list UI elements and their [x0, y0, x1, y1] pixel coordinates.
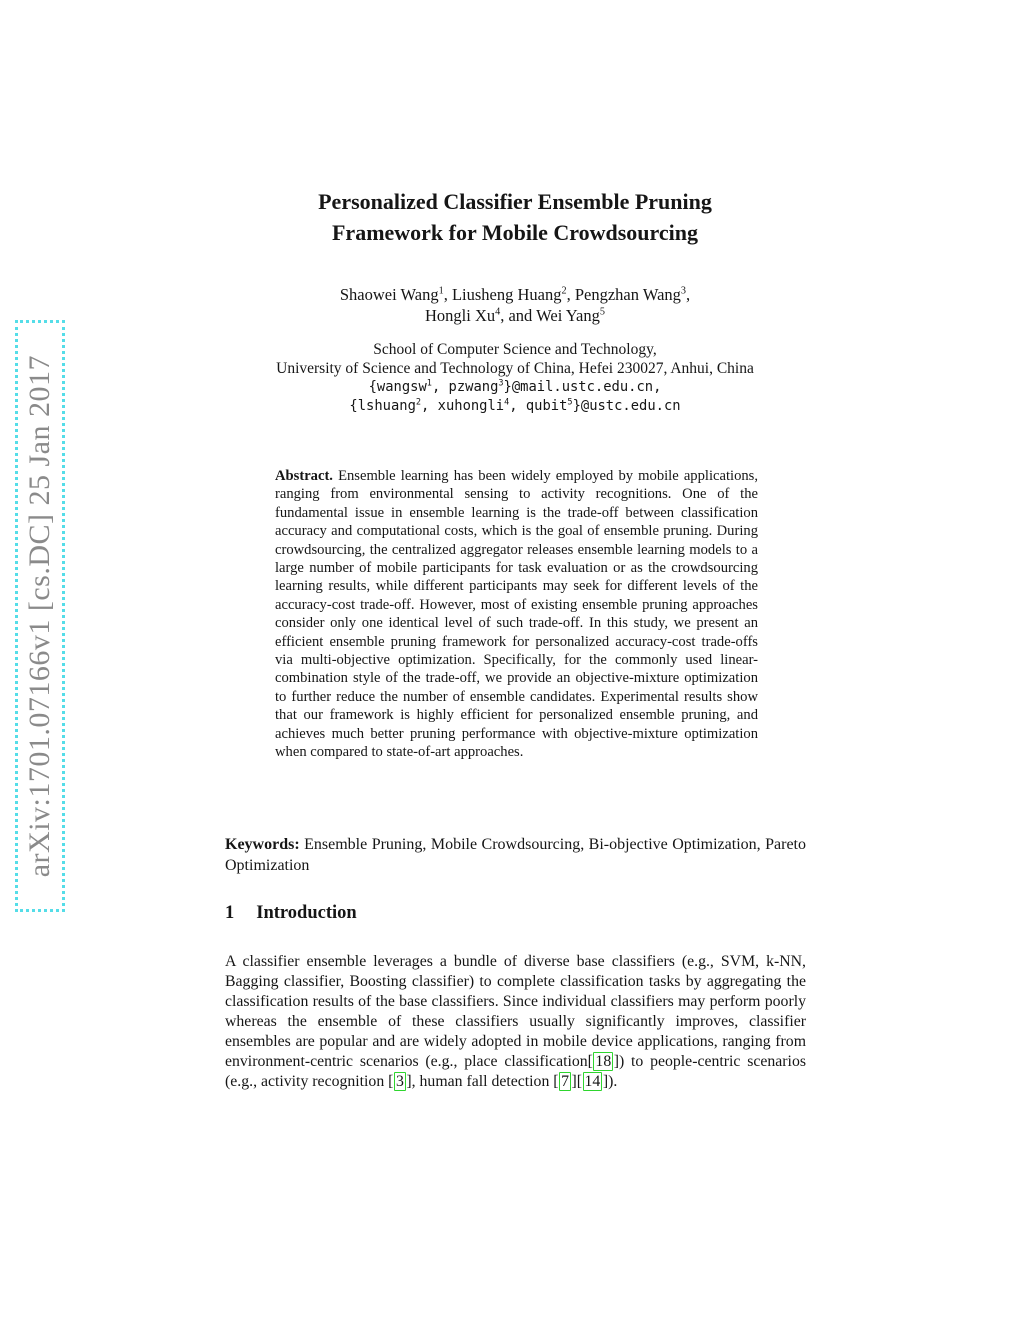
email-line-1 [112, 378, 918, 397]
superscript: 1 [426, 378, 432, 389]
citation-link[interactable]: 7 [561, 1073, 569, 1090]
text-segment: ]). [602, 1073, 618, 1090]
text-segment: , Liusheng Huang [443, 285, 562, 304]
arxiv-watermark-box [15, 320, 65, 912]
superscript: 5 [567, 397, 573, 408]
text-segment: Abstract. [275, 468, 333, 484]
text-segment: ], human fall detection [ [406, 1073, 559, 1090]
section-number: 1 [225, 903, 235, 923]
text-segment: }@mail.ustc.edu.cn, [503, 379, 662, 395]
text-segment: , [686, 285, 691, 304]
paper-title-line2: Framework for Mobile Crowdsourcing [331, 220, 699, 245]
introduction-paragraph [225, 952, 806, 1092]
abstract-paragraph [275, 467, 758, 762]
superscript: 2 [561, 285, 567, 297]
superscript: 2 [415, 397, 422, 408]
text-segment: , pzwang [431, 379, 499, 395]
author-line-1 [222, 284, 808, 305]
text-segment: Ensemble Pruning, Mobile Crowdsourcing, Bi-objective Optimization, Pareto Optimization [225, 836, 806, 874]
text-segment: Ensemble learning has been widely employed by mobile applications, ranging from environmental sensing to activity recognitions. One of the fundamental issue in ensemble learning is the trade-off between classification accuracy and computational costs, which is the goal of ensemble pruning. During crowdsourcing, the centralized aggregator releases ensemble learning models to a large number of mobile participants for task evaluation or as the crowdsourcing learning results, while different participants may seek for different levels of the accuracy-cost trade-off. However, most of existing ensemble pruning approaches consider only one identical level of such trade-off. In this study, we present an efficient ensemble pruning framework for personalized accuracy-cost trade-offs via multi-objective optimization. Specifically, for the commonly used linear-combination style of the trade-off, we provide an objective-mixture optimization to further reduce the number of ensemble candidates. Experimental results show that our framework is highly efficient for personalized ensemble pruning, and achieves much better pruning performance with objective-mixture optimization when compared to state-of-art approaches. [275, 468, 758, 761]
text-segment: , Pengzhan Wang [566, 285, 681, 304]
citation-link[interactable]: 18 [595, 1053, 612, 1070]
author-list [222, 284, 808, 326]
superscript: 4 [495, 306, 501, 318]
text-segment: ]) to people-centric scenarios (e.g., activity recognition [ [225, 1053, 806, 1090]
paper-title-line1: Personalized Classifier Ensemble Pruning [318, 189, 712, 214]
text-segment: }@ustc.edu.cn [572, 398, 681, 414]
text-segment: {lshuang [349, 398, 416, 414]
section-heading-introduction [225, 903, 806, 924]
email-line-2 [112, 397, 918, 416]
superscript: 5 [599, 306, 605, 318]
citation-link[interactable]: 14 [584, 1073, 601, 1090]
text-segment: Shaowei Wang [339, 285, 439, 304]
text-segment: , and Wei Yang [500, 306, 600, 325]
citation-link[interactable]: 3 [395, 1073, 404, 1090]
text-segment: , xuhongli [421, 398, 505, 414]
text-segment: ][ [571, 1073, 583, 1090]
section-title: Introduction [256, 903, 357, 923]
text-segment: {wangsw [368, 379, 427, 395]
arxiv-id-text: arXiv:1701.07166v1 [cs.DC] 25 Jan 2017 [23, 354, 56, 878]
author-line-2 [222, 305, 808, 326]
superscript: 1 [438, 285, 444, 297]
text-segment: , qubit [509, 398, 568, 414]
paper-title [222, 186, 808, 248]
keywords-paragraph [225, 834, 806, 876]
affiliation-university: University of Science and Technology of China, Hefei 230027, Anhui, China [276, 360, 754, 377]
superscript: 3 [498, 378, 504, 389]
superscript: 3 [680, 285, 687, 297]
text-segment: A classifier ensemble leverages a bundle of diverse base classifiers (e.g., SVM, k-NN, Bagging classifier, Boosting classifier) to complete classification tasks by aggregating the classification results of the base classifiers. Since individual classifiers may perform poorly whereas the ensemble of these classifiers usually significantly improves, classifier ensembles are popular and are widely adopted in mobile device applications, ranging from environment-centric scenarios (e.g., place classification[ [225, 953, 806, 1070]
text-segment: Keywords: [225, 836, 300, 853]
text-segment: Hongli Xu [424, 306, 496, 325]
affiliation-block [112, 340, 918, 416]
affiliation-school: School of Computer Science and Technology, [373, 341, 657, 358]
superscript: 4 [504, 397, 510, 408]
